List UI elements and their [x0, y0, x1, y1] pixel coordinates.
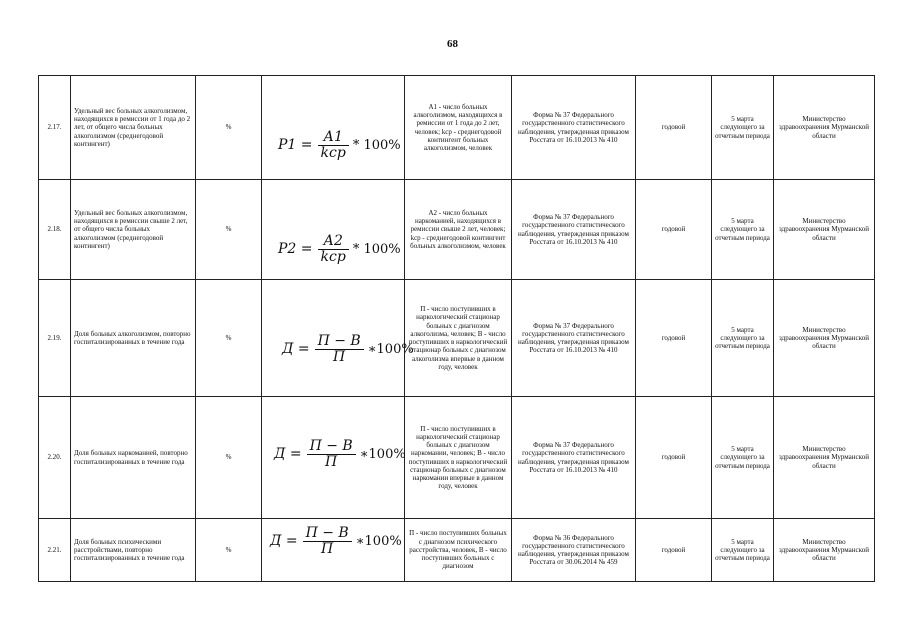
formula-cell: [262, 519, 405, 582]
formula-description: П - число поступивших больных с диагнозом психического расстройства, человек, В - число поступивших больных с диагнозом: [405, 519, 512, 582]
formula-numerator: П − В: [305, 525, 349, 541]
formula-numerator: П − В: [309, 438, 353, 454]
formula-numerator: А1: [323, 129, 343, 145]
indicator-name: Доля больных наркоманией, повторно госпитализированных в течение года: [71, 397, 196, 519]
unit-cell: %: [196, 180, 262, 280]
formula-cell: [262, 280, 414, 397]
periodicity: годовой: [636, 76, 712, 180]
data-source: Форма № 37 Федерального государственного статистического наблюдения, утвержденная приказом Росстата от 16.10.2013 № 410: [512, 76, 636, 180]
data-source: Форма № 37 Федерального государственного статистического наблюдения, утвержденная приказом Росстата от 16.10.2013 № 410: [512, 180, 636, 280]
data-source: Форма № 37 Федерального государственного статистического наблюдения, утвержденная приказом Росстата от 16.10.2013 № 410: [512, 280, 636, 397]
row-number: 2.21.: [39, 519, 71, 582]
deadline: 5 марта следующего за отчетным периода: [712, 397, 774, 519]
indicator-name: Удельный вес больных алкоголизмом, находящихся в ремиссии от 1 года до 2 лет, от общего числа больных алкоголизмом (среднегодовой контингент): [71, 76, 196, 180]
formula-rhs: ∗100%: [355, 533, 402, 549]
table-row: [39, 280, 875, 397]
table-row: [39, 180, 875, 280]
formula-lhs: Д =: [270, 532, 298, 549]
formula-fraction: [307, 439, 356, 469]
row-number: 2.20.: [39, 397, 71, 519]
formula-rhs: * 100%: [352, 137, 401, 153]
formula: [278, 130, 401, 160]
formula-denominator: П: [333, 348, 346, 365]
indicator-name: Доля больных психическими расстройствами, повторно госпитализированных в течение года: [71, 519, 196, 582]
formula-rhs: ∗100%: [367, 341, 414, 357]
formula: [282, 334, 414, 364]
unit-cell: %: [196, 397, 262, 519]
unit-cell: %: [196, 280, 262, 397]
deadline: 5 марта следующего за отчетным периода: [712, 280, 774, 397]
unit-cell: %: [196, 76, 262, 180]
deadline: 5 марта следующего за отчетным периода: [712, 180, 774, 280]
formula-lhs: Д =: [282, 340, 310, 357]
formula-rhs: ∗100%: [359, 446, 406, 462]
formula-fraction: [303, 526, 352, 556]
deadline: 5 марта следующего за отчетным периода: [712, 76, 774, 180]
page-number: 68: [447, 38, 458, 50]
periodicity: годовой: [636, 280, 712, 397]
formula-denominator: П: [321, 540, 334, 557]
deadline: 5 марта следующего за отчетным периода: [712, 519, 774, 582]
formula-fraction: [318, 130, 349, 160]
formula-cell: [262, 76, 405, 180]
responsible-body: Министерство здравоохранения Мурманской области: [774, 280, 875, 397]
formula-fraction: [315, 334, 364, 364]
table-row: [39, 397, 875, 519]
indicators-table: [38, 75, 875, 582]
unit-cell: %: [196, 519, 262, 582]
responsible-body: Министерство здравоохранения Мурманской области: [774, 519, 875, 582]
periodicity: годовой: [636, 519, 712, 582]
formula-numerator: А2: [323, 233, 343, 249]
indicator-name: Удельный вес больных алкоголизмом, находящихся в ремиссии свыше 2 лет, от общего числа больных алкоголизмом (среднегодовой контингент): [71, 180, 196, 280]
formula-description: А1 - число больных алкоголизмом, находящихся в ремиссии от 1 года до 2 лет, человек; kср - среднегодовой контингент больных алкоголизмом, человек: [405, 76, 512, 180]
formula: [278, 234, 401, 264]
formula-fraction: [318, 234, 349, 264]
responsible-body: Министерство здравоохранения Мурманской области: [774, 180, 875, 280]
table-row: [39, 519, 875, 582]
responsible-body: Министерство здравоохранения Мурманской области: [774, 76, 875, 180]
formula: [270, 526, 402, 556]
formula-denominator: kср: [320, 144, 346, 161]
periodicity: годовой: [636, 397, 712, 519]
responsible-body: Министерство здравоохранения Мурманской области: [774, 397, 875, 519]
indicator-name: Доля больных алкоголизмом, повторно госпитализированных в течение года: [71, 280, 196, 397]
formula-lhs: Р1 =: [278, 136, 313, 153]
row-number: 2.19.: [39, 280, 71, 397]
formula-rhs: * 100%: [352, 241, 401, 257]
row-number: 2.18.: [39, 180, 71, 280]
formula-denominator: kср: [320, 248, 346, 265]
formula-denominator: П: [325, 453, 338, 470]
data-source: Форма № 36 Федерального государственного статистического наблюдения, утвержденная приказом Росстата от 30.06.2014 № 459: [512, 519, 636, 582]
row-number: 2.17.: [39, 76, 71, 180]
formula-numerator: П − В: [317, 333, 361, 349]
table-row: [39, 76, 875, 180]
formula-description: А2 - число больных наркоманией, находящихся в ремиссии свыше 2 лет, человек; kср - среднегодовой контингент больных алкоголизмом, человек: [405, 180, 512, 280]
periodicity: годовой: [636, 180, 712, 280]
formula-lhs: Р2 =: [278, 240, 313, 257]
formula-cell: [262, 180, 405, 280]
data-source: Форма № 37 Федерального государственного статистического наблюдения, утвержденная приказом Росстата от 16.10.2013 № 410: [512, 397, 636, 519]
formula-cell: [262, 397, 405, 519]
formula-description: П - число поступивших в наркологический стационар больных с диагнозом алкоголизма, человек; В - число поступивших в наркологический стационар больных с диагнозом алкоголизма впервые в данном году, человек: [405, 280, 512, 397]
formula-description: П - число поступивших в наркологический стационар больных с диагнозом наркомании, человек; В - число поступивших в наркологический стационар больных с диагнозом наркомании впервые в данном году, человек: [405, 397, 512, 519]
formula-lhs: Д =: [274, 445, 302, 462]
formula: [274, 439, 406, 469]
